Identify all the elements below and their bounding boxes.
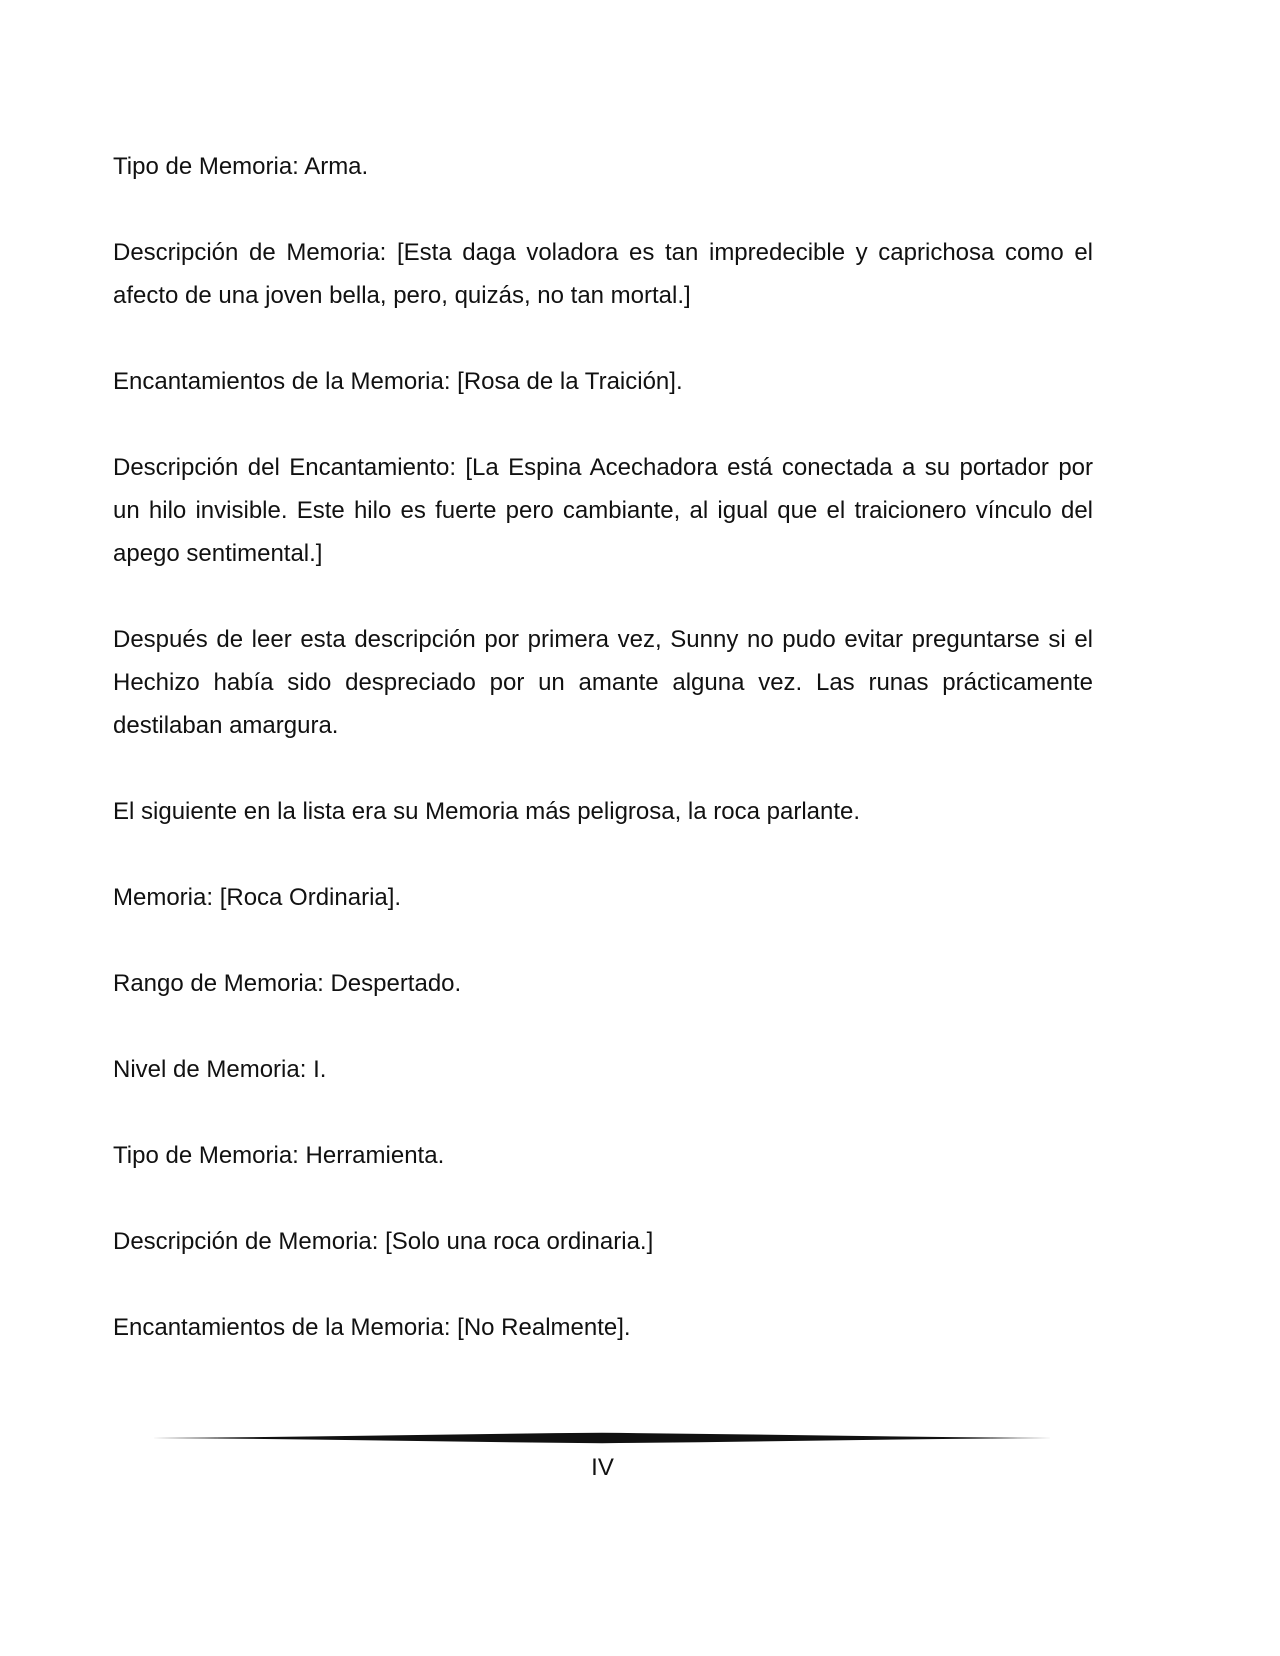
paragraph-next-memory-intro: El siguiente en la lista era su Memoria más peligrosa, la roca parlante.	[113, 798, 861, 825]
document-body	[113, 145, 1093, 1392]
paragraph-enchantment-description: Descripción del Encantamiento: [La Espina Acechadora está conectada a su portador por un hilo invisible. Este hilo es fuerte pero cambiante, al igual que el traicionero vínculo del apego sentimental.]	[113, 454, 1093, 567]
paragraph-memory-name-rock: Memoria: [Roca Ordinaria].	[113, 884, 402, 911]
paragraph-memory-rank: Rango de Memoria: Despertado.	[113, 970, 462, 997]
page-number: IV	[591, 1454, 614, 1481]
paragraph-memory-description-rock: Descripción de Memoria: [Solo una roca ordinaria.]	[113, 1228, 654, 1255]
paragraph-memory-description-dagger: Descripción de Memoria: [Esta daga voladora es tan impredecible y caprichosa como el afecto de una joven bella, pero, quizás, no tan mortal.]	[113, 239, 1093, 309]
paragraph-sunny-reflection: Después de leer esta descripción por primera vez, Sunny no pudo evitar preguntarse si el Hechizo había sido despreciado por un amante alguna vez. Las runas prácticamente destilaban amargura.	[113, 626, 1093, 739]
paragraph-memory-type-tool: Tipo de Memoria: Herramienta.	[113, 1142, 445, 1169]
paragraph-memory-enchantments-rose: Encantamientos de la Memoria: [Rosa de la Traición].	[113, 368, 683, 395]
footer-divider	[152, 1432, 1052, 1444]
paragraph-memory-enchantments-none: Encantamientos de la Memoria: [No Realmente].	[113, 1314, 631, 1341]
paragraph-memory-level: Nivel de Memoria: I.	[113, 1056, 327, 1083]
paragraph-memory-type-weapon: Tipo de Memoria: Arma.	[113, 153, 369, 180]
